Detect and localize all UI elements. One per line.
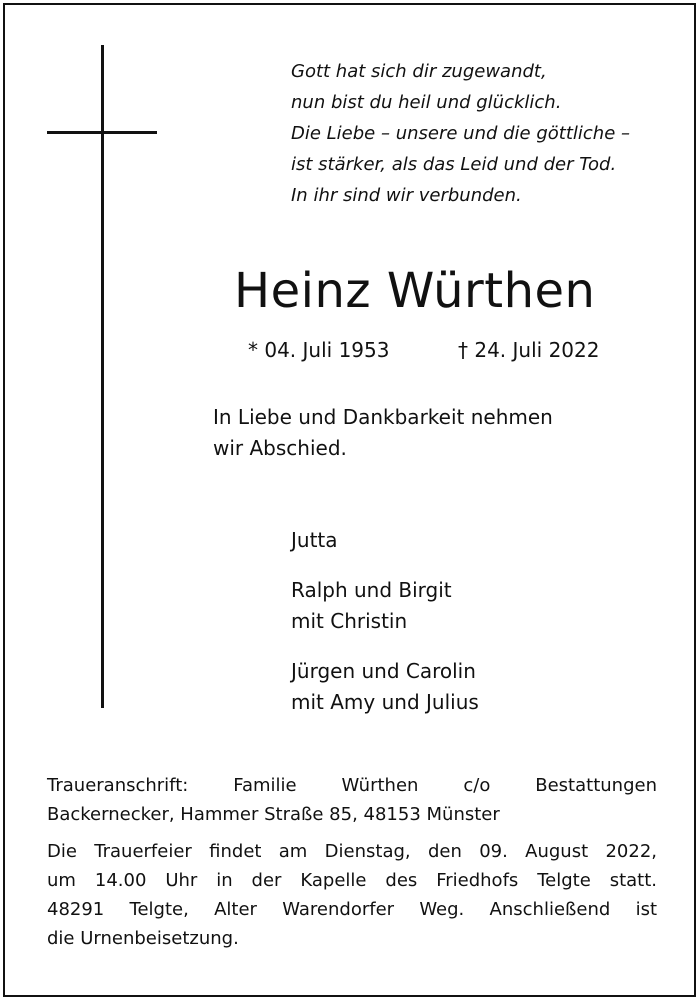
ceremony-line: Die Trauerfeier findet am Dienstag, den 09. August 2022, bbox=[47, 841, 657, 862]
death-date: † 24. Juli 2022 bbox=[458, 338, 600, 362]
address-line: Backernecker, Hammer Straße 85, 48153 Münster bbox=[47, 804, 500, 825]
ceremony-line: um 14.00 Uhr in der Kapelle des Friedhofs Telgte statt. bbox=[47, 870, 657, 891]
birth-date: * 04. Juli 1953 bbox=[248, 338, 390, 362]
poem-line: Die Liebe – unsere und die göttliche – bbox=[291, 123, 631, 144]
mourner-line: mit Amy und Julius bbox=[291, 690, 479, 714]
poem bbox=[291, 56, 671, 211]
farewell-line: wir Abschied. bbox=[213, 436, 347, 460]
mourning-address bbox=[47, 771, 657, 829]
ceremony-details bbox=[47, 837, 657, 953]
cross-icon bbox=[101, 45, 104, 708]
notice-info bbox=[47, 771, 657, 961]
poem-line: nun bist du heil und glücklich. bbox=[291, 92, 562, 113]
mourner-line: Jürgen und Carolin bbox=[291, 659, 476, 683]
mourner-group bbox=[291, 525, 479, 556]
farewell-line: In Liebe und Dankbarkeit nehmen bbox=[213, 405, 553, 429]
mourner-group bbox=[291, 575, 479, 637]
cross-icon-crossbar bbox=[47, 131, 157, 134]
poem-line: Gott hat sich dir zugewandt, bbox=[291, 61, 547, 82]
poem-line: In ihr sind wir verbunden. bbox=[291, 185, 522, 206]
mourner-line: Ralph und Birgit bbox=[291, 578, 452, 602]
address-line: Traueranschrift: Familie Würthen c/o Bestattungen bbox=[47, 775, 657, 796]
ceremony-line: die Urnenbeisetzung. bbox=[47, 928, 239, 949]
poem-line: ist stärker, als das Leid und der Tod. bbox=[291, 154, 617, 175]
mourner-line: Jutta bbox=[291, 528, 338, 552]
mourner-group bbox=[291, 656, 479, 718]
deceased-name: Heinz Würthen bbox=[234, 263, 596, 319]
mourner-line: mit Christin bbox=[291, 609, 408, 633]
ceremony-line: 48291 Telgte, Alter Warendorfer Weg. Anschließend ist bbox=[47, 899, 657, 920]
mourners-list bbox=[291, 525, 479, 737]
farewell-text bbox=[213, 402, 553, 464]
